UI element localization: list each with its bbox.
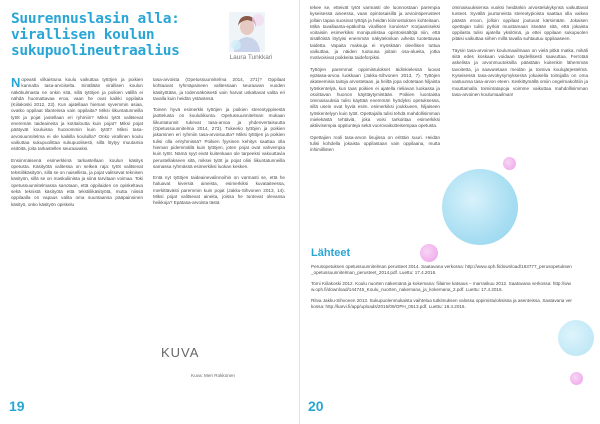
figure-placeholder xyxy=(153,340,293,394)
title-line-1: Suurennuslasin alla: xyxy=(11,11,180,27)
article-title xyxy=(11,11,219,59)
title-line-2: virallisen koulun xyxy=(11,27,155,43)
right-column-2 xyxy=(452,5,588,103)
decorative-circle-pink xyxy=(503,157,516,170)
right-page xyxy=(300,0,600,424)
decorative-circle-blue xyxy=(558,320,594,356)
paragraph: ominaisuuksiensa vuoksi heidänkin arvostelukykynsä vaikuttavat tunteet. Syvällä juurtuneista stereotypioista saattaa olla vaikea päästä eroon, jolloin oppilaat joutuvat kärsimään. Jokaisen opettajan tulisi pyrkiä muuttamaan itseään sitä, että jokaista oppilasta tulisi ajatella yksilöinä, ja ettei oppilaan sukupuolen pitäisi vaikuttaa siihen millä tavalla suhtautuu oppilaaseen. xyxy=(452,5,588,42)
author-portrait-icon xyxy=(229,12,265,52)
paragraph: Opettajien rooli tasa-arvon lisujissa on erittäin suuri. Heidän tulisi kohdella jokaista oppilastaan vain oppilaana, mutta inhimillisten xyxy=(310,134,440,153)
reference-item: Tomi Kiilakoski 2012. Koulu nuorten näkemänä ja kokemana: fiilaime katsaus – marraskuu 2012. Saatavana verkossa: http://www.oph.fi/download/144745_Koulu_nuorten_nakemana_ja_kokemana_2.pdf. Luettu: 17.4.2016. xyxy=(311,280,571,293)
author-name: Laura Tunkkari xyxy=(229,54,273,61)
paragraph: Toinen hyvä esimerkki tyttöjen ja poikien stereotyppisestä jaottelusta on koululiikunta. Opetussuunnitelman mukaan liikuntatunnit tukevat tasa-arvoa ja yhdenvertaisuutta (Opetussuunnitelma 2014, 273). Tukeeko tyttöjen ja poikien jakaminen eri ryhmiin tasa-arvoisuutta? Miksi tyttöjen ja poikien tulisi olla eriryhmissä? Poikien fyysinen kehitys saattaa olla hieman pidemmällä kuin tyttöjen, joten pojat ovat vahvempia kuin tytöt. Nämä syyt eivät kuitenkaan ole tarpeeksi vakuuttavia perustellakseen sitä, miksei tytöt ja pojat olisi liikuntatunneilla samassa ryhmässä esimerkiksi luokan kesken. xyxy=(153,107,285,169)
paragraph: Ensimmäisenä esimerkkinä tarkastellaan koulun käsitys opetusta. Käsityötä valitessa on selkeä raja: tytöt valitsevat tekstiilikäsityön, sillä se on naisellista, ja pojat valitsevat teknisen käsityön, sillä se on maskuliinista ja siinä tarvitaan voimaa. Toki opetussuunnitelmassa sanotaan, että oppilaiden on opiskeltava sekä teknistä käsityötä että tekstiilikäsityötä, mutta niissä oppilaalla on vapaus valita oma suuntaansa pääpainoinen käsityö, onko käsityön opiskelu xyxy=(11,157,143,207)
left-column-1 xyxy=(11,77,143,213)
paragraph: tasa-arvoista (Opetussuunnitelma 2014, 271)? Oppilaat kohtaavat ryhmäpaineen valitessaan seuraavan vuoden käsityötään, ja todennäköisesti vain harvat uskaltavat valita eri tavalla kuin heidän ystävänsä. xyxy=(153,77,285,101)
decorative-circle-blue xyxy=(442,169,518,245)
dropcap: N xyxy=(11,75,21,90)
paragraph: Entä nyt tyttöjen taideainevalinnoihin on varmasti se, että he haluavat kiversiä aineista, esimerkiksi kuvataiteessa, merkittävästi paremmin kuin pojat (Jakku-Sihvonen 2013, 14). Miksi pojat valitsevat aineita, joissa he tuntevat olevansa heikkoja? Epätasa-arvoista tästä xyxy=(153,175,285,206)
decorative-circle-pink xyxy=(420,244,438,262)
page-number-right: 20 xyxy=(308,398,324,414)
right-column-1 xyxy=(310,5,440,159)
paragraph: Tyttöjen paremmat oppimistulokset äidinkielessä luovat epätasa-arvoa luokkaan (Jakku-Sihvonen 2013, 7). Tyttöjen akateemisia taitoja arvostetaan, ja heiltä jopa odotetaan hiljaista työskentelyä, kun taas poikien ei ajatella rieliavan luokassa ja osoittavan huonon käyttäytymistään. Poikien luontaista ominaisuuksia tulisi käyttää enemmän hyödyksi opetuksessa, sillä usein ovat hyviä esim. esimerkiksi joukkueen, hiljaiseen työskentelyyn kuin tytöt. Opettajalla tulisi tehdä mahdollisimman mielekästä tehtäviä, joka voisi tarkoittaa esimerkiksi aktiivisempia oppitunteja sekä vuorovaikutteisempaa opetusta. xyxy=(310,66,440,129)
left-column-2 xyxy=(153,77,285,212)
decorative-circle-pink xyxy=(570,372,583,385)
references-list xyxy=(311,264,573,315)
figure-label: KUVA xyxy=(161,345,200,360)
paragraph: tekee se, etteivät tytöt varmasti ole luonnostaan parempia kyseisessä aineessa, vaan opintosaisillä ja arviointiperusteet jollain tapaa suosivat tyttöjä ja heidän kiinnostuksen kohteitaan. Mikä tavallaanta-epäkohta virallisen koruleta? Korjaamiseksi voitaisiin esimerkiksi monipuolistaa opintosisältöjä niin, että sisällöistä löytyisi enemmän näkyteknikan aiheita tuotettavaa taidetta. Vapaita maksuja ei myöskään oleellisen tuttua vaikuttaa, ja näiden tuotuusa joitain osa-alueita, jotka motivoisivat poikkeita taideforpiksi. xyxy=(310,5,440,61)
reference-item: Ritva Jakku-Sihvonen 2013. Sukupuolenmukaista vaihtelua tutkimuksen valossa oppimistuloksissa ja asenteissa. Saatavana verkossa: http://karvi.fi/app/uploads/2015/09/OPH_0513.pdf. Luettu: 18.4.2016. xyxy=(311,297,572,310)
paragraph-text: opeasti vilkaistuna koulu vaikuttaa tyttöjen ja poikien kannalta tasa-arvoiselta. Sinällään virallisen koulun näkökulmasta ne onkin sitä, sillä tyttöjen ja poikien välillä ei nähdä huomattavaa eroa, vaan he ovat kaikki oppilaita (Kiilakoski 2012, 22). Kun ajatellaan hieman syvemmin asiaa, ovatko oppilaat tilanteissa vain oppilaita? Miksi liikuntatunneilla tytöt ja pojat jaotellaan eri ryhmiin? Miksi tytöt valitsevat enemmän taideaineita ja kotitaloutta kuin pojat? Miksi pojat päätyvät kouluissa huonommin kuin tytöt? Miksi tasa-arvosuunnitelma ei ole kaikilla kouluilla? Onko virallinen koulu vaikuttaa sukupuolittaa sukupuolisesti, sillä löytyy muutamia esitöitä, joita tarkastellen seuraavaksi. xyxy=(11,77,143,152)
paragraph: Täysin tasa-arvoinen koulumaailmaan on vielä pitkä matka, mikäli siitä edes koskaan voidaan täydellisesti saavuttaa. Ferrotää askelista ja arvonmuutoksilla päästään kuitenkin lähemmäs tavoitetta, ja saavutetaan meidän ja toimiva koulujärjestelmä. Kyseisessä tasa-arvokysymyksessä jokaisella toimijalla on oma vastuunsa tasa-arvon eteen. Keskittymällä omiin ongelmakohtiin ja muuttamalla toimintatapoja voimme vaikuttaa mahdollisimman tasa-arvoinen koulumaailman! xyxy=(452,47,588,97)
references-heading: Lähteet xyxy=(311,247,351,259)
page-number-left: 19 xyxy=(9,398,25,414)
title-line-3: sukupuolineutraalius xyxy=(11,43,180,59)
reference-item: Perusopetuksen opetussuunnitelman perusteet 2014. Saatavana verkossa: http://www.oph.fi/download/163777_perusopetuksen_opetussuunnitelman_perusteet_2014.pdf. Luettu: 17.4.2016. xyxy=(311,264,572,276)
figure-caption: Kuva: Meri Rokkonen xyxy=(191,373,235,378)
paragraph xyxy=(11,77,143,153)
